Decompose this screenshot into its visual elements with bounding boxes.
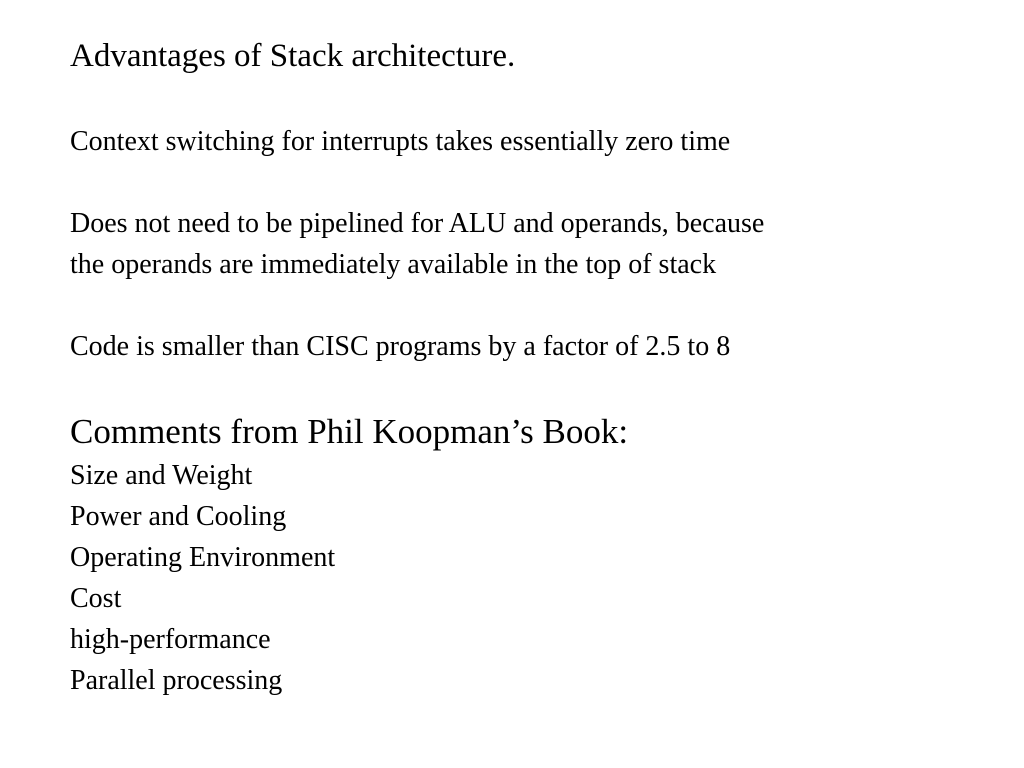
comment-item: Power and Cooling [70, 501, 287, 532]
point-context-switching: Context switching for interrupts takes essentially zero time [70, 126, 731, 157]
point-code-size: Code is smaller than CISC programs by a factor of 2.5 to 8 [70, 331, 731, 362]
comment-item: Size and Weight [70, 460, 253, 491]
comment-item: Operating Environment [70, 542, 336, 573]
comment-item: Parallel processing [70, 665, 283, 696]
point-pipelining-line-1: Does not need to be pipelined for ALU and operands, because [70, 208, 765, 239]
slide-title: Advantages of Stack architecture. [70, 38, 516, 74]
comments-heading: Comments from Phil Koopman’s Book: [70, 412, 629, 451]
comment-item: high-performance [70, 624, 271, 655]
comment-item: Cost [70, 583, 122, 614]
point-pipelining-line-2: the operands are immediately available in the top of stack [70, 249, 717, 280]
